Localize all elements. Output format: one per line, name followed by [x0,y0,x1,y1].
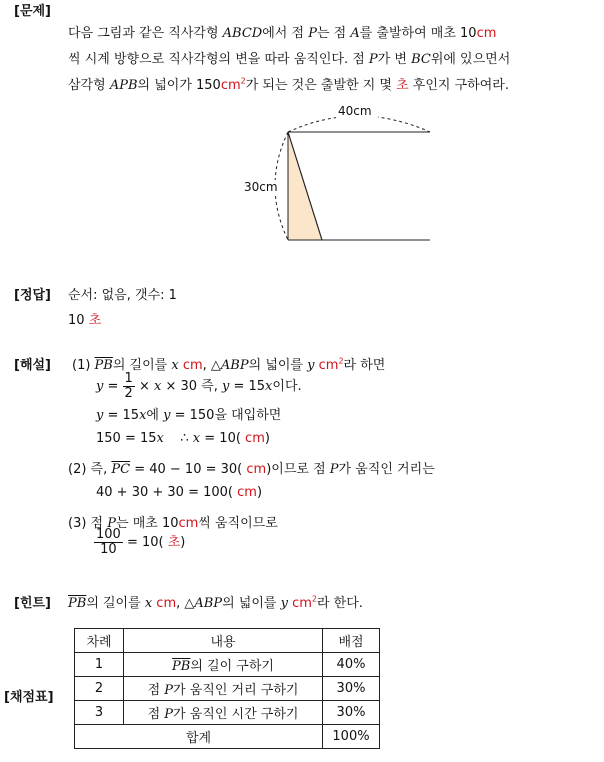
solution-step-2: (2) 즉, $\overline{PC} = 40 - 10 = 30$( cm)이므로 점 P가 움직인 거리는 [68,462,435,477]
rectangle-figure [240,100,440,245]
header-no: 차례 [75,629,124,653]
table-row [75,653,380,677]
row-score: 30% [323,701,380,725]
row-content: 점 P가 움직인 거리 구하기 [124,677,323,701]
problem-label: [문제] [14,4,51,19]
solution-label: [해설] [14,358,51,373]
row-no: 1 [75,653,124,677]
solution-step-1: (1) $\overline{PB}$의 길이를 x cm, △ABP의 넓이를 y $cm^2$라 하면 [72,356,386,373]
table-row [75,677,380,701]
header-score: 배점 [323,629,380,653]
hint-label: [힌트] [14,596,51,611]
problem-line-1: 다음 그림과 같은 직사각형 ABCD에서 점 P는 점 A를 출발하여 매초 10cm [68,26,497,41]
problem-line-3: 삼각형 APB의 넓이가 $150cm^2$가 되는 것은 출발한 지 몇 초 후인지 구하여라. [68,76,509,93]
answer-line-1: 순서: 없음, 갯수: 1 [68,288,177,303]
total-label: 합계 [75,725,323,749]
row-score: 40% [323,653,380,677]
table-header-row [75,629,380,653]
answer-label: [정답] [14,288,51,303]
total-score: 100% [323,725,380,749]
row-no: 2 [75,677,124,701]
figure-side-label: 30cm [244,180,278,194]
hint-text: $\overline{PB}$의 길이를 x cm, △ABP의 넓이를 y $cm^2$라 한다. [68,594,363,611]
solution-step-1-substitute: y = 15x에 y = 150을 대입하면 [96,408,282,423]
row-content: 점 P가 움직인 시간 구하기 [124,701,323,725]
solution-step-3-formula: $\frac{100}{10}$ = 10( 초) [96,527,186,557]
rubric-table [74,628,380,749]
header-content: 내용 [124,629,323,653]
solution-step-2-sum: 40 + 30 + 30 = 100( cm) [96,485,263,500]
problem-line-2: 씩 시계 방향으로 직사각형의 변을 따라 움직인다. 점 P가 변 BC위에 있으면서 [68,52,511,67]
row-no: 3 [75,701,124,725]
rubric-label: [채점표] [4,690,54,705]
solution-step-1-formula: y = $\frac{1}{2}$ × x × 30 즉, y = 15x이다. [96,371,302,401]
figure-top-label: 40cm [338,104,372,118]
answer-value: 10 초 [68,313,102,328]
table-total-row [75,725,380,749]
solution-step-3: (3) 점 P는 매초 10cm씩 움직이므로 [68,516,278,531]
row-score: 30% [323,677,380,701]
table-row [75,701,380,725]
solution-step-1-result: 150 = 15x ∴ x = 10( cm) [96,431,270,446]
row-content: $\overline{PB}$의 길이 구하기 [124,653,323,677]
